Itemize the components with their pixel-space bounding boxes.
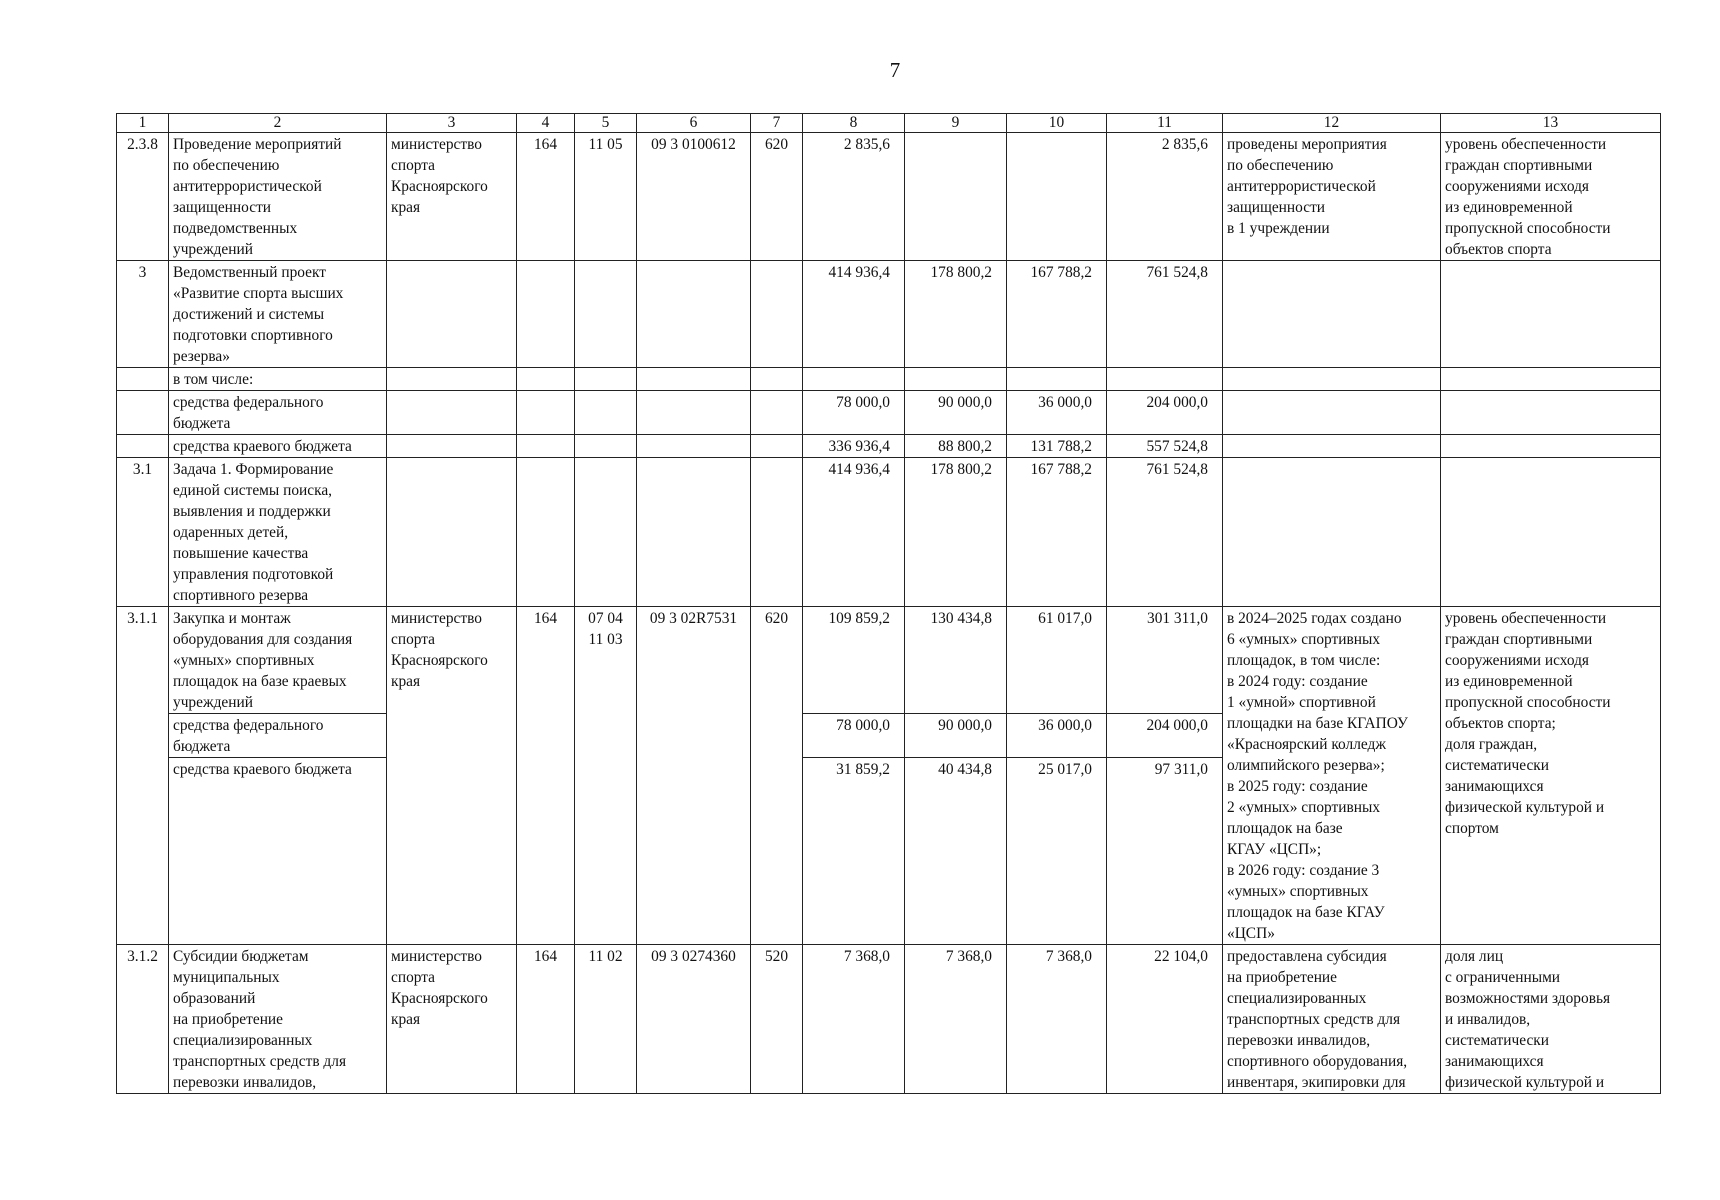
header-cell: 12 — [1223, 114, 1441, 133]
row-name: средства федерального бюджета — [169, 391, 387, 435]
empty-cell — [637, 435, 751, 458]
row-number: 3.1.2 — [117, 945, 169, 1094]
cell-c8: 2 835,6 — [803, 133, 905, 261]
empty-cell — [637, 261, 751, 368]
cell-c5: 11 05 — [575, 133, 637, 261]
cell-c11: 204 000,0 — [1107, 391, 1223, 435]
cell-c8: 336 936,4 — [803, 435, 905, 458]
header-cell: 8 — [803, 114, 905, 133]
empty-cell — [751, 391, 803, 435]
cell-c9 — [905, 133, 1007, 261]
empty-cell — [1441, 368, 1661, 391]
table-row — [117, 458, 1661, 607]
cell-c11: 2 835,6 — [1107, 133, 1223, 261]
empty-cell — [1441, 261, 1661, 368]
cell-c8: 31 859,2 — [803, 758, 905, 945]
empty-cell — [387, 391, 517, 435]
cell-c9: 7 368,0 — [905, 945, 1007, 1094]
empty-cell — [117, 368, 169, 391]
row-organization: министерство спорта Красноярского края — [387, 133, 517, 261]
empty-cell — [1223, 458, 1441, 607]
header-cell: 7 — [751, 114, 803, 133]
cell-c5: 07 04 11 03 — [575, 607, 637, 945]
cell-c8: 109 859,2 — [803, 607, 905, 714]
cell-c10: 167 788,2 — [1007, 458, 1107, 607]
cell-c10: 167 788,2 — [1007, 261, 1107, 368]
empty-cell — [387, 458, 517, 607]
empty-cell — [751, 261, 803, 368]
cell-c11: 204 000,0 — [1107, 714, 1223, 758]
cell-c4: 164 — [517, 607, 575, 945]
empty-cell — [1107, 368, 1223, 391]
empty-cell — [637, 391, 751, 435]
budget-table-grid — [116, 113, 1661, 1094]
row-indicator: доля лиц с ограниченными возможностями здоровья и инвалидов, систематически занимающихся физической культурой и — [1441, 945, 1661, 1094]
header-cell: 9 — [905, 114, 1007, 133]
empty-cell — [637, 368, 751, 391]
row-indicator: уровень обеспеченности граждан спортивными сооружениями исходя из единовременной пропускной способности объектов спорта — [1441, 133, 1661, 261]
header-cell: 10 — [1007, 114, 1107, 133]
header-cell: 1 — [117, 114, 169, 133]
empty-cell — [117, 391, 169, 435]
row-result: в 2024–2025 годах создано 6 «умных» спортивных площадок, в том числе: в 2024 году: создание 1 «умной» спортивной площадки на базе КГАПОУ «Красноярский колледж олимпийского резерва»; в 2025 году: создание 2 «умных» спортивных площадок на базе КГАУ «ЦСП»; в 2026 году: создание 3 «умных» спортивных площадок на базе КГАУ «ЦСП» — [1223, 607, 1441, 945]
empty-cell — [1223, 391, 1441, 435]
cell-c5: 11 02 — [575, 945, 637, 1094]
page-number: 7 — [889, 58, 901, 82]
table-row — [117, 261, 1661, 368]
cell-c10 — [1007, 133, 1107, 261]
row-name: в том числе: — [169, 368, 387, 391]
table-row — [117, 607, 1661, 714]
empty-cell — [1223, 435, 1441, 458]
cell-c8: 414 936,4 — [803, 458, 905, 607]
table-row — [117, 368, 1661, 391]
empty-cell — [387, 261, 517, 368]
cell-c6: 09 3 0100612 — [637, 133, 751, 261]
empty-cell — [1441, 391, 1661, 435]
header-cell: 4 — [517, 114, 575, 133]
row-name: Задача 1. Формирование единой системы поиска, выявления и поддержки одаренных детей, повышение качества управления подготовкой спортивного резерва — [169, 458, 387, 607]
empty-cell — [517, 458, 575, 607]
cell-c10: 36 000,0 — [1007, 714, 1107, 758]
empty-cell — [905, 368, 1007, 391]
row-organization: министерство спорта Красноярского края — [387, 945, 517, 1094]
row-name: Проведение мероприятий по обеспечению антитеррористической защищенности подведомственных учреждений — [169, 133, 387, 261]
row-name: Субсидии бюджетам муниципальных образований на приобретение специализированных транспортных средств для перевозки инвалидов, — [169, 945, 387, 1094]
header-cell: 13 — [1441, 114, 1661, 133]
cell-c10: 7 368,0 — [1007, 945, 1107, 1094]
row-result: проведены мероприятия по обеспечению антитеррористической защищенности в 1 учреждении — [1223, 133, 1441, 261]
cell-c9: 90 000,0 — [905, 391, 1007, 435]
cell-c7: 520 — [751, 945, 803, 1094]
cell-c8: 78 000,0 — [803, 391, 905, 435]
cell-c4: 164 — [517, 133, 575, 261]
cell-c9: 90 000,0 — [905, 714, 1007, 758]
header-cell: 3 — [387, 114, 517, 133]
empty-cell — [751, 368, 803, 391]
cell-c6: 09 3 02R7531 — [637, 607, 751, 945]
cell-c11: 301 311,0 — [1107, 607, 1223, 714]
empty-cell — [575, 261, 637, 368]
table-row — [117, 391, 1661, 435]
table-row — [117, 945, 1661, 1094]
row-name: Закупка и монтаж оборудования для создания «умных» спортивных площадок на базе краевых учреждений — [169, 607, 387, 714]
row-number: 3.1 — [117, 458, 169, 607]
cell-c11: 22 104,0 — [1107, 945, 1223, 1094]
cell-c8: 78 000,0 — [803, 714, 905, 758]
empty-cell — [575, 458, 637, 607]
budget-table — [116, 113, 1661, 1094]
empty-cell — [117, 435, 169, 458]
empty-cell — [637, 458, 751, 607]
empty-cell — [575, 435, 637, 458]
table-row — [117, 133, 1661, 261]
cell-c7: 620 — [751, 133, 803, 261]
empty-cell — [517, 435, 575, 458]
header-cell: 11 — [1107, 114, 1223, 133]
cell-c8: 414 936,4 — [803, 261, 905, 368]
header-cell: 2 — [169, 114, 387, 133]
empty-cell — [803, 368, 905, 391]
row-name: Ведомственный проект «Развитие спорта высших достижений и системы подготовки спортивного резерва» — [169, 261, 387, 368]
row-number: 2.3.8 — [117, 133, 169, 261]
empty-cell — [1441, 435, 1661, 458]
empty-cell — [517, 368, 575, 391]
cell-c7: 620 — [751, 607, 803, 945]
empty-cell — [751, 458, 803, 607]
row-number: 3 — [117, 261, 169, 368]
empty-cell — [387, 368, 517, 391]
cell-c10: 61 017,0 — [1007, 607, 1107, 714]
header-cell: 6 — [637, 114, 751, 133]
empty-cell — [387, 435, 517, 458]
cell-c6: 09 3 0274360 — [637, 945, 751, 1094]
cell-c10: 36 000,0 — [1007, 391, 1107, 435]
header-row — [117, 114, 1661, 133]
cell-c10: 131 788,2 — [1007, 435, 1107, 458]
cell-c8: 7 368,0 — [803, 945, 905, 1094]
empty-cell — [1007, 368, 1107, 391]
row-name: средства краевого бюджета — [169, 435, 387, 458]
cell-c11: 761 524,8 — [1107, 458, 1223, 607]
empty-cell — [1441, 458, 1661, 607]
row-result: предоставлена субсидия на приобретение специализированных транспортных средств для перевозки инвалидов, спортивного оборудования, инвентаря, экипировки для — [1223, 945, 1441, 1094]
table-row — [117, 435, 1661, 458]
row-name: средства федерального бюджета — [169, 714, 387, 758]
cell-c10: 25 017,0 — [1007, 758, 1107, 945]
cell-c4: 164 — [517, 945, 575, 1094]
empty-cell — [575, 368, 637, 391]
row-name: средства краевого бюджета — [169, 758, 387, 945]
cell-c11: 97 311,0 — [1107, 758, 1223, 945]
header-cell: 5 — [575, 114, 637, 133]
empty-cell — [1223, 368, 1441, 391]
cell-c11: 557 524,8 — [1107, 435, 1223, 458]
empty-cell — [1223, 261, 1441, 368]
row-indicator: уровень обеспеченности граждан спортивными сооружениями исходя из единовременной пропускной способности объектов спорта; доля граждан, систематически занимающихся физической культурой и спортом — [1441, 607, 1661, 945]
empty-cell — [517, 261, 575, 368]
cell-c9: 178 800,2 — [905, 458, 1007, 607]
empty-cell — [575, 391, 637, 435]
cell-c9: 130 434,8 — [905, 607, 1007, 714]
empty-cell — [751, 435, 803, 458]
cell-c9: 88 800,2 — [905, 435, 1007, 458]
cell-c9: 178 800,2 — [905, 261, 1007, 368]
row-organization: министерство спорта Красноярского края — [387, 607, 517, 945]
row-number: 3.1.1 — [117, 607, 169, 945]
cell-c9: 40 434,8 — [905, 758, 1007, 945]
cell-c11: 761 524,8 — [1107, 261, 1223, 368]
empty-cell — [517, 391, 575, 435]
